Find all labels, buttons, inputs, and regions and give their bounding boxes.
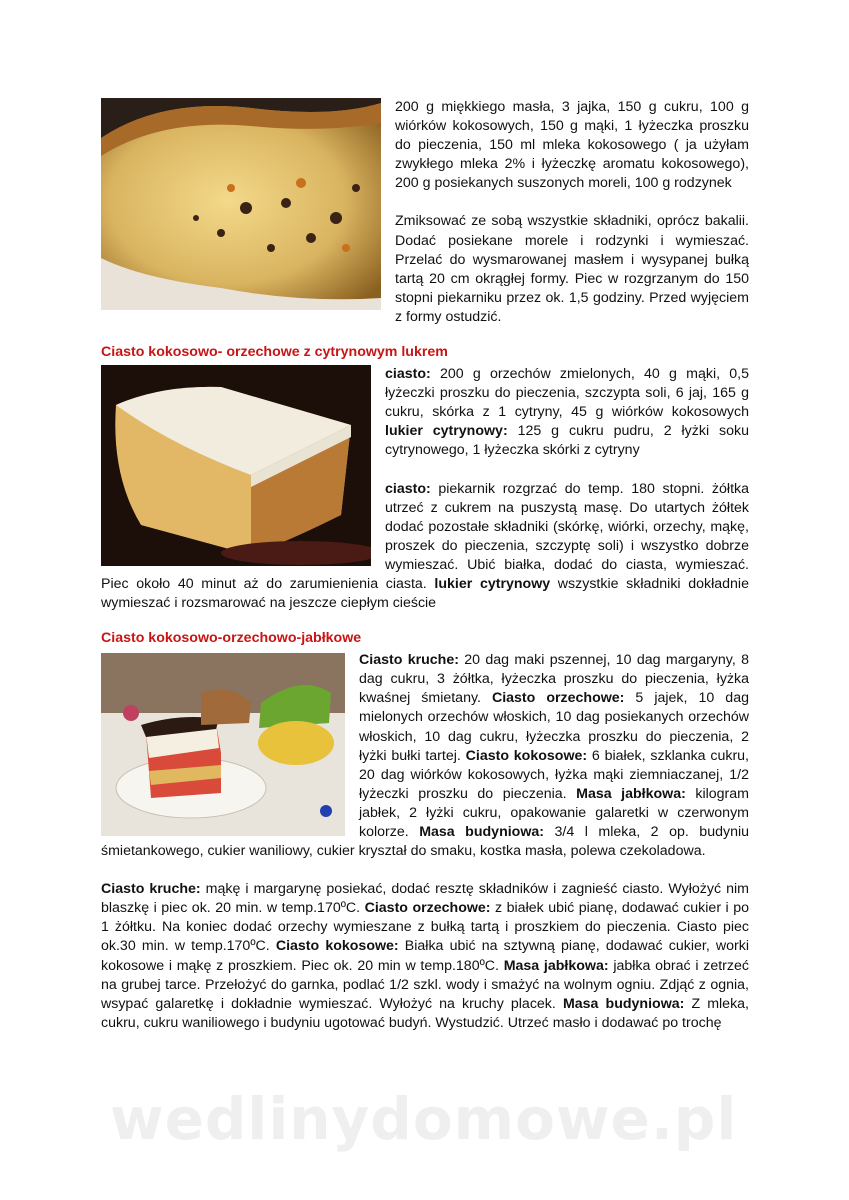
- recipe3-text-orzechowe: 5 jajek, 10 dag mielonych orzechów włoskich, 10 dag posiekanych orzechów włoskich, 10 dag cukru, łyżeczka proszku do pieczenia, 2 łyżki bułki tartej.: [359, 690, 749, 764]
- recipe3-text-budyniowa: 3/4 l mleka, 2 op. budyniu śmietankowego, cukier waniliowy, cukier kryształ do smaku, kostka masła, polewa czekoladowa.: [101, 824, 749, 860]
- recipe3-text-kokosowe: 6 białek, szklanka cukru, 20 dag wiórków kokosowych, łyżka mąki ziemniaczanej, 1/2 łyżeczki proszku do pieczenia.: [359, 747, 750, 802]
- recipe3-label-jablkowa: Masa jabłkowa:: [576, 785, 686, 802]
- recipe3-text-kruche: 20 dag maki pszennej, 10 dag margaryny, 8 dag cukru, 3 żółtka, łyżeczka proszku do pieczenia, łyżka kwaśnej śmietany.: [359, 652, 749, 707]
- recipe2-method-label-ciasto: ciasto:: [385, 480, 431, 497]
- recipe2-ing-text1: 200 g orzechów zmielonych, 40 g mąki, 0,5 łyżeczki proszku do pieczenia, szczypta soli, 6 jaj, 165 g cukru, skórka z 1 cytryny, 45 g wiórków kokosowych: [385, 366, 749, 421]
- recipe1-ingredients: 200 g miękkiego masła, 3 jajka, 150 g cukru, 100 g wiórków kokosowych, 150 g mąki, 1 łyżeczka proszku do pieczenia, 150 ml mleka kokosowego ( ja użyłam zwykłego mleka 2% i łyżeczkę aromatu kokosowego), 200 g posiekanych suszonych moreli, 100 g rodzynek: [395, 99, 749, 192]
- layered-cake-photo: [101, 653, 345, 836]
- recipe2-label-lukier: lukier cytrynowy:: [385, 423, 508, 440]
- recipe3-method-text-budyniowa: Z mleka, cukru, cukru waniliowego i budyniu ugotować budyń. Wystudzić. Utrzeć masło i dodawać po trochę: [101, 995, 750, 1031]
- recipe3-label-kokosowe: Ciasto kokosowe:: [465, 747, 588, 764]
- recipe3-method-label-kruche: Ciasto kruche:: [101, 881, 201, 898]
- recipe2-title: Ciasto kokosowo- orzechowe z cytrynowym lukrem: [101, 344, 448, 361]
- recipe3-label-budyniowa: Masa budyniowa:: [419, 824, 544, 840]
- recipe3-text-jablkowa: kilogram jabłek, 2 łyżki cukru, opakowanie galaretki w czerwonym kolorze.: [359, 785, 749, 840]
- recipe1-method: Zmiksować ze sobą wszystkie składniki, oprócz bakalii. Dodać posiekane morele i rodzynki i wymieszać. Przelać do wysmarowanej masłem i wysypanej bułką tartą 20 cm okrągłej formy. Piec w rozgrzanym do 150 stopni piekarniku przez ok. 1,5 godziny. Przed wyjęciem z formy ostudzić.: [395, 213, 749, 325]
- recipe3-method-label-jablkowa: Masa jabłkowa:: [503, 957, 609, 974]
- recipe2-method-label-lukier: lukier cytrynowy: [434, 575, 551, 592]
- spacer: [101, 861, 749, 880]
- recipe3-label-orzechowe: Ciasto orzechowe:: [491, 690, 625, 707]
- recipe2-met-text2: wszystkie składniki dokładnie wymieszać i rozsmarować na jeszcze ciepłym cieście: [101, 575, 749, 612]
- recipe2-met-text1: piekarnik rozgrzać do temp. 180 stopni. żółtka utrzeć z cukrem na puszystą masę. Do utartych żółtek dodać pozostałe składniki (skórkę, wiórki, orzechy, mąkę, proszek do pieczenia, szczyptę soli) i wszystko dobrze wymieszać. Ubić białka, dodać do ciasta, wymieszać. Piec około 40 minut aż do zarumienienia ciasta.: [101, 480, 749, 592]
- recipe3-method-label-kokosowe: Ciasto kokosowe:: [275, 938, 399, 955]
- coconut-cake-photo: [101, 98, 381, 310]
- recipe3-method-text-orzechowe: z białek ubić pianę, dodawać cukier i po 1 żółtku. Na koniec dodać orzechy wymieszane z bułką tartą i proszkiem do pieczenia. Ciasto piec ok.30 min. w temp.170ºC.: [101, 900, 749, 955]
- recipe2-ing-text2: 125 g cukru pudru, 2 łyżki soku cytrynowego, 1 łyżeczka skórki z cytryny: [385, 423, 749, 459]
- lemon-glaze-cake-photo: [101, 365, 371, 566]
- document-body: [101, 98, 749, 1033]
- watermark: wedlinydomowe.pl: [110, 1085, 738, 1153]
- recipe3-method-text-kokosowe: Białka ubić na sztywną pianę, dodawać cukier, worki kokosowe i mąkę z proszkiem. Piec ok. 20 min w temp.180ºC.: [101, 938, 750, 974]
- recipe2-label-ciasto: ciasto:: [385, 366, 431, 383]
- recipe3-method-text-jablkowa: jabłka obrać i zetrzeć na grubej tarce. Przełożyć do garnka, podlać 1/2 szkl. wody i smażyć na wolnym ogniu. Zdjąć z ognia, wsypać galaretkę i dokładnie wymieszać. Wyłożyć na kruchy placek.: [101, 957, 749, 1012]
- recipe3-method: [101, 880, 749, 1033]
- recipe3-title: Ciasto kokosowo-orzechowo-jabłkowe: [101, 630, 362, 647]
- recipe3-label-kruche: Ciasto kruche:: [359, 652, 459, 669]
- recipe3-method-text-kruche: mąkę i margarynę posiekać, dodać resztę składników i zagnieść ciasto. Wyłożyć nim blaszkę i piec ok. 20 min. w temp.170ºC.: [101, 881, 749, 917]
- recipe3-method-label-orzechowe: Ciasto orzechowe:: [364, 900, 491, 917]
- recipe3-method-label-budyniowa: Masa budyniowa:: [562, 995, 685, 1012]
